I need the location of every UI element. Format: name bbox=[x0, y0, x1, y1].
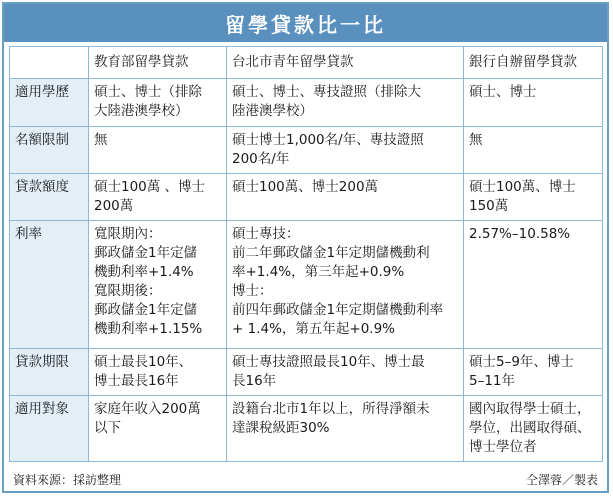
table-cell bbox=[89, 79, 227, 127]
cell-line: 碩士博士1,000名/年、專技證照 bbox=[232, 132, 424, 148]
comparison-card bbox=[2, 2, 609, 493]
table-cell bbox=[227, 349, 464, 396]
cell-line: 碩士、博士、專技證照（排除大 bbox=[232, 84, 421, 100]
table-cell bbox=[89, 396, 227, 462]
table-cell bbox=[464, 127, 603, 174]
cell-line: 博士： bbox=[232, 283, 273, 299]
cell-line: 碩士、博士 bbox=[469, 84, 537, 100]
cell-line: + 1.4%，第五年起+0.9% bbox=[232, 321, 396, 337]
row-label: 適用對象 bbox=[10, 396, 89, 462]
cell-line: 前二年郵政儲金1年定期儲機動利 bbox=[232, 245, 430, 261]
cell-line: 200名/年 bbox=[232, 151, 290, 167]
cell-line: 博士學位者 bbox=[469, 439, 537, 455]
column-header-taipei-youth-loan: 台北市青年留學貸款 bbox=[227, 47, 464, 79]
row-loan-term bbox=[10, 349, 603, 396]
cell-line: 200萬 bbox=[94, 198, 134, 214]
table-title: 留學貸款比一比 bbox=[4, 4, 607, 42]
table-cell bbox=[464, 221, 603, 349]
cell-line: 碩士100萬、博士 bbox=[469, 179, 576, 195]
cell-line: 學位，出國取得碩、 bbox=[469, 420, 591, 436]
cell-line: 碩士5–9年、博士 bbox=[469, 354, 574, 370]
cell-line: 郵政儲金1年定儲 bbox=[94, 245, 198, 261]
cell-line: 家庭年收入200萬 bbox=[94, 401, 201, 417]
comparison-table bbox=[9, 46, 603, 462]
table-cell bbox=[89, 221, 227, 349]
table-cell bbox=[89, 174, 227, 221]
table-cell bbox=[464, 79, 603, 127]
cell-line: 達課稅級距30% bbox=[232, 420, 330, 436]
cell-line: 碩士最長10年、 bbox=[94, 354, 193, 370]
row-label: 名額限制 bbox=[10, 127, 89, 174]
row-label: 適用學歷 bbox=[10, 79, 89, 127]
cell-line: 無 bbox=[469, 132, 483, 148]
table-cell bbox=[89, 127, 227, 174]
row-label: 利率 bbox=[10, 221, 89, 349]
table-cell bbox=[227, 396, 464, 462]
credit-note: 仝澤蓉／製表 bbox=[525, 472, 598, 487]
cell-line: 碩士專技證照最長10年、博士最 bbox=[232, 354, 425, 370]
row-interest-rate bbox=[10, 221, 603, 349]
table-cell bbox=[464, 174, 603, 221]
cell-line: 郵政儲金1年定儲 bbox=[94, 302, 198, 318]
cell-line: 150萬 bbox=[469, 198, 509, 214]
row-eligibility bbox=[10, 396, 603, 462]
cell-line: 寬限期內： bbox=[94, 226, 162, 242]
cell-line: 碩士100萬 、博士 bbox=[94, 179, 206, 195]
cell-line: 碩士、博士（排除 bbox=[94, 84, 202, 100]
row-label: 貸款期限 bbox=[10, 349, 89, 396]
cell-line: 前四年郵政儲金1年定期儲機動利率 bbox=[232, 302, 444, 318]
source-note: 資料來源：採訪整理 bbox=[13, 472, 122, 487]
cell-line: 無 bbox=[94, 132, 108, 148]
cell-line: 寬限期後： bbox=[94, 283, 162, 299]
cell-line: 設籍台北市1年以上，所得淨額未 bbox=[232, 401, 430, 417]
cell-line: 率+1.4%，第三年起+0.9% bbox=[232, 264, 405, 280]
cell-line: 5–11年 bbox=[469, 373, 516, 389]
cell-line: 碩士100萬、博士200萬 bbox=[232, 179, 379, 195]
cell-line: 2.57%–10.58% bbox=[469, 226, 571, 242]
row-education-level bbox=[10, 79, 603, 127]
table-cell bbox=[89, 349, 227, 396]
table-cell bbox=[227, 79, 464, 127]
row-loan-amount bbox=[10, 174, 603, 221]
column-header-moe-loan: 教育部留學貸款 bbox=[89, 47, 227, 79]
row-quota-limit bbox=[10, 127, 603, 174]
cell-line: 國內取得學士碩士， bbox=[469, 401, 591, 417]
cell-line: 陸港澳學校） bbox=[232, 103, 313, 119]
cell-line: 長16年 bbox=[232, 373, 277, 389]
cell-line: 機動利率+1.4% bbox=[94, 264, 194, 280]
cell-line: 大陸港澳學校） bbox=[94, 103, 189, 119]
cell-line: 博士最長16年 bbox=[94, 373, 179, 389]
column-header-bank-loan: 銀行自辦留學貸款 bbox=[464, 47, 603, 79]
table-cell bbox=[227, 127, 464, 174]
table-cell bbox=[227, 221, 464, 349]
table-cell bbox=[464, 349, 603, 396]
cell-line: 機動利率+1.15% bbox=[94, 321, 203, 337]
table-cell bbox=[464, 396, 603, 462]
header-row bbox=[10, 47, 603, 79]
cell-line: 碩士專技： bbox=[232, 226, 300, 242]
corner-cell bbox=[10, 47, 89, 79]
row-label: 貸款額度 bbox=[10, 174, 89, 221]
cell-line: 以下 bbox=[94, 420, 121, 436]
table-cell bbox=[227, 174, 464, 221]
footer bbox=[9, 468, 602, 490]
